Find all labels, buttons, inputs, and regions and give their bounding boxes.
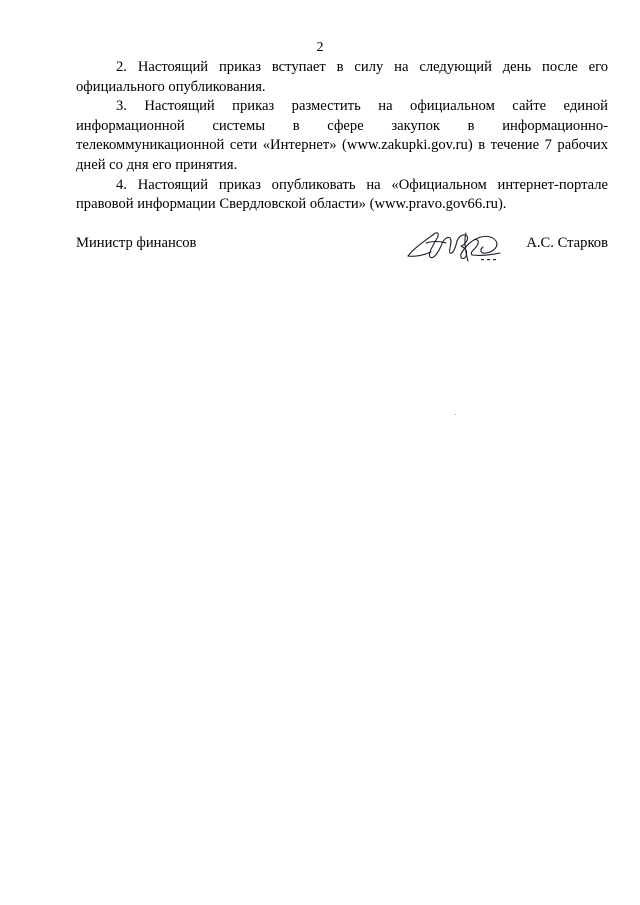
handwritten-signature bbox=[404, 226, 506, 264]
order-body bbox=[76, 58, 608, 215]
page-number: 2 bbox=[316, 40, 324, 55]
signer-name: А.С. Старков bbox=[526, 235, 608, 251]
signature-block bbox=[76, 226, 608, 266]
scan-speck bbox=[455, 414, 456, 415]
paragraph-publication-zakupki: 3. Настоящий приказ разместить на официальном сайте единой информационной системы в сфере закупок в информационно-телекоммуникационной сети «Интернет» (www.zakupki.gov.ru) в течение 7 рабочих дней со дня его принятия. bbox=[76, 98, 608, 173]
signer-title: Министр финансов bbox=[76, 235, 197, 251]
paragraph-publication-pravo: 4. Настоящий приказ опубликовать на «Официальном интернет-портале правовой информации Свердловской области» (www.pravo.gov66.ru). bbox=[76, 176, 608, 213]
paragraph-effective-date: 2. Настоящий приказ вступает в силу на следующий день после его официального опубликования. bbox=[76, 59, 608, 95]
